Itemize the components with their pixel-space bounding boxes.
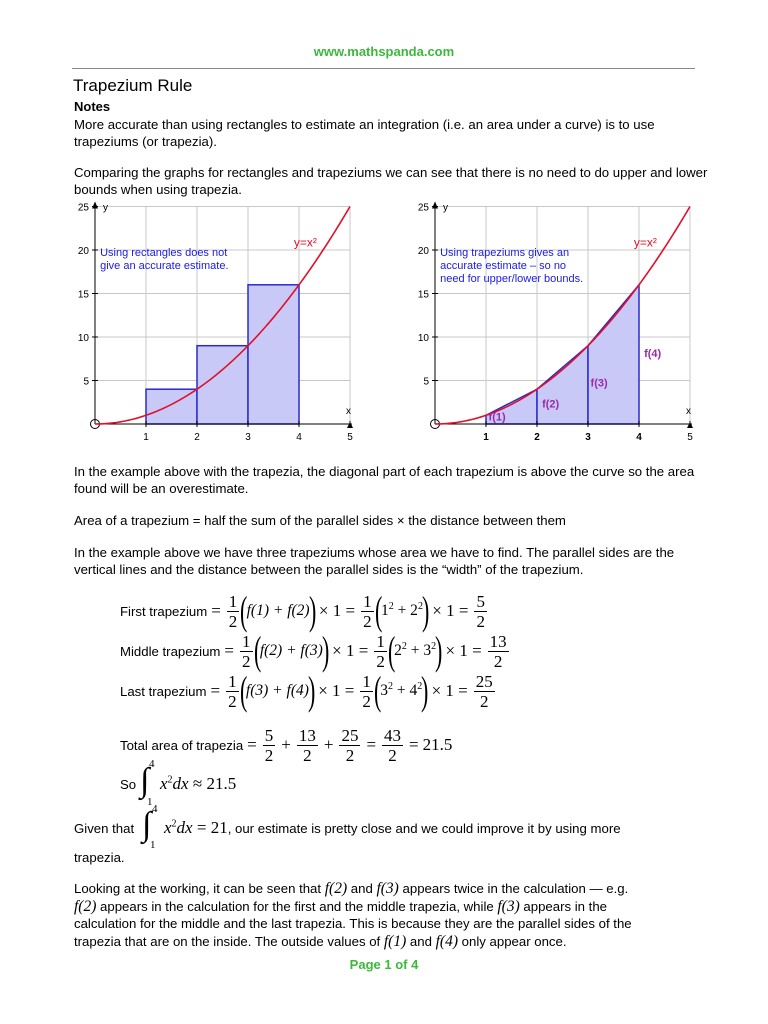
f3-term: f(3) bbox=[376, 880, 399, 897]
trapezia-chart bbox=[410, 197, 710, 442]
total-fraction: 43 bbox=[384, 725, 402, 745]
f3-term: f(3) bbox=[497, 897, 520, 915]
equation-sides: f(2) + f(3) bbox=[259, 642, 323, 659]
side-label: f(2) bbox=[542, 398, 560, 411]
total-value: 21.5 bbox=[422, 735, 453, 754]
integral-upper: 4 bbox=[149, 758, 155, 770]
y-tick-label: 15 bbox=[417, 289, 429, 301]
y-tick-label: 20 bbox=[417, 246, 429, 257]
y-tick-label: 10 bbox=[77, 333, 89, 344]
annotation-text: Using trapeziums gives an bbox=[440, 247, 570, 260]
given-label: Given that bbox=[74, 821, 135, 836]
paragraph-given-end: trapezia. bbox=[74, 850, 125, 865]
annotation-text: need for upper/lower bounds. bbox=[440, 273, 584, 286]
text-run: appears in the calculation for the first and the middle trapezia, while bbox=[96, 898, 498, 914]
side-label: f(3) bbox=[590, 377, 608, 390]
paragraph-overestimate: In the example above with the trapezia, the diagonal part of each trapezium is above the curve so the area found will be an overestimate. bbox=[74, 464, 695, 496]
paragraph-parallel-sides: In the example above we have three trapeziums whose area we have to find. The parallel sides are the vertical lines and the distance between the parallel sides is the “width” of the trapezium. bbox=[74, 545, 675, 577]
side-label: f(1) bbox=[488, 411, 506, 424]
text-run: appears in the bbox=[519, 898, 608, 914]
x-tick-label: 2 bbox=[194, 432, 200, 442]
y-tick-label: 10 bbox=[417, 333, 429, 344]
x-axis-label: x bbox=[346, 406, 351, 417]
total-term-2: 13 bbox=[298, 725, 316, 745]
given-value: 21 bbox=[210, 818, 228, 837]
integral-approx: 21.5 bbox=[206, 774, 237, 793]
equation-result: 25 bbox=[475, 671, 493, 691]
x-tick-label: 3 bbox=[245, 432, 251, 442]
y-tick-label: 15 bbox=[77, 289, 89, 301]
annotation-text: give an accurate estimate. bbox=[100, 260, 229, 273]
so-label: So bbox=[120, 777, 137, 792]
paragraph-given-that: Given that ∫ 4 1 $x^2dx = 21$, our estimate is pretty close and we could improve it by using more bbox=[74, 803, 621, 851]
equation-result: 5 bbox=[476, 591, 485, 611]
x-tick-label: 1 bbox=[143, 432, 149, 442]
f1-term: f(1) bbox=[383, 932, 407, 950]
site-url[interactable]: www.mathspanda.com bbox=[313, 44, 455, 59]
x-tick-label: 2 bbox=[534, 432, 540, 442]
trapezium-shape bbox=[588, 285, 639, 424]
f2-term: f(2) bbox=[74, 897, 97, 915]
total-label: Total area of trapezia bbox=[120, 737, 244, 753]
equation-last-trapezium: Last trapezium = $\frac{1}{2}$ ( f(3) + f(4) ) × 1 = $\frac{1}{2}$ ( $3^2 + 4^2$ ) × 1 = $\frac{25}{2}$ bbox=[120, 668, 493, 713]
y-tick-label: 5 bbox=[423, 376, 429, 388]
x-tick-label: 5 bbox=[347, 432, 353, 442]
equation-result: 13 bbox=[489, 631, 507, 651]
integral-lower: 1 bbox=[147, 796, 153, 808]
y-axis-arrow bbox=[92, 202, 98, 209]
f2-term: f(2) bbox=[324, 880, 348, 897]
paragraph-working bbox=[74, 880, 714, 950]
equation-first-trapezium: First trapezium = $\frac{1}{2}$ ( f(1) + f(2) ) × 1 = $\frac{1}{2}$ ( $1^2 + 2^2$ ) × 1 = $\frac{5}{2}$ bbox=[120, 588, 485, 633]
paragraph-area-formula: Area of a trapezium = half the sum of the parallel sides × the distance between them bbox=[74, 513, 566, 528]
curve-label: y=x² bbox=[293, 235, 317, 250]
side-label: f(4) bbox=[644, 348, 662, 361]
text-run: appears twice in the calculation — e.g. bbox=[398, 881, 629, 896]
f4-term: f(4) bbox=[435, 932, 458, 950]
equation-label: First trapezium bbox=[120, 603, 208, 619]
x-tick-label: 5 bbox=[687, 432, 693, 442]
text-run: and bbox=[406, 933, 436, 949]
x-axis-label: x bbox=[686, 406, 691, 417]
square-base: 2 bbox=[388, 601, 394, 613]
page-title: Trapezium Rule bbox=[73, 76, 193, 95]
text-run: Looking at the working, it can be seen that bbox=[74, 881, 325, 896]
equation-so-integral: So ∫ 4 1 $x^2dx \approx 21.5$ bbox=[120, 758, 237, 808]
annotation-text: accurate estimate – so no bbox=[440, 260, 567, 273]
x-tick-label: 4 bbox=[296, 432, 302, 442]
annotation-text: Using rectangles does not bbox=[100, 247, 228, 260]
text-run: and bbox=[347, 881, 377, 896]
y-axis-arrow bbox=[432, 202, 438, 209]
x-tick-label: 3 bbox=[585, 432, 591, 442]
notes-heading: Notes bbox=[74, 99, 111, 114]
header-rule bbox=[72, 68, 695, 69]
equation-sides: f(1) + f(2) bbox=[246, 602, 310, 619]
given-rest: , our estimate is pretty close and we could improve it by using more bbox=[227, 821, 621, 836]
equation-label: Middle trapezium bbox=[120, 643, 221, 659]
x-tick-label: 1 bbox=[483, 432, 489, 442]
total-term-1: 5 bbox=[264, 725, 274, 745]
y-tick-label: 25 bbox=[77, 202, 89, 214]
y-axis-label: y bbox=[443, 202, 448, 214]
paragraph-intro: More accurate than using rectangles to estimate an integration (i.e. an area under a curve) is to use trapeziums (or trapezia). bbox=[74, 117, 655, 149]
x-tick-label: 4 bbox=[636, 432, 642, 442]
equation-sides: f(3) + f(4) bbox=[245, 682, 309, 699]
y-tick-label: 5 bbox=[83, 376, 89, 388]
total-term-3: 25 bbox=[341, 725, 359, 745]
equation-middle-trapezium: Middle trapezium = $\frac{1}{2}$ ( f(2) + f(3) ) × 1 = $\frac{1}{2}$ ( $2^2 + 3^2$ ) × 1 = $\frac{13}{2}$ bbox=[120, 628, 507, 673]
equation-total: Total area of trapezia = $\frac{5}{2}$ + $\frac{13}{2}$ + $\frac{25}{2}$ = $\frac{43}{2}$ = 21.5 bbox=[120, 725, 453, 765]
y-tick-label: 20 bbox=[77, 246, 89, 257]
rectangle-bar bbox=[248, 285, 299, 424]
y-axis-label: y bbox=[103, 202, 108, 214]
rectangles-chart bbox=[70, 197, 370, 442]
rectangle-bar bbox=[197, 346, 248, 424]
text-run: only appear once. bbox=[458, 933, 567, 949]
trapezium-shape bbox=[537, 346, 588, 424]
y-tick-label: 25 bbox=[417, 202, 429, 214]
page-number: Page 1 of 4 bbox=[349, 957, 419, 972]
text-run: trapezia that are on the inside. The outside values of bbox=[74, 933, 384, 949]
equation-label: Last trapezium bbox=[120, 683, 207, 699]
text-run: calculation for the middle and the last trapezia. This is because they are the parallel sides of the bbox=[74, 916, 632, 931]
curve-label: y=x² bbox=[633, 235, 657, 250]
paragraph-compare: Comparing the graphs for rectangles and trapeziums we can see that there is no need to do upper and lower bounds when using trapezia. bbox=[74, 165, 708, 197]
